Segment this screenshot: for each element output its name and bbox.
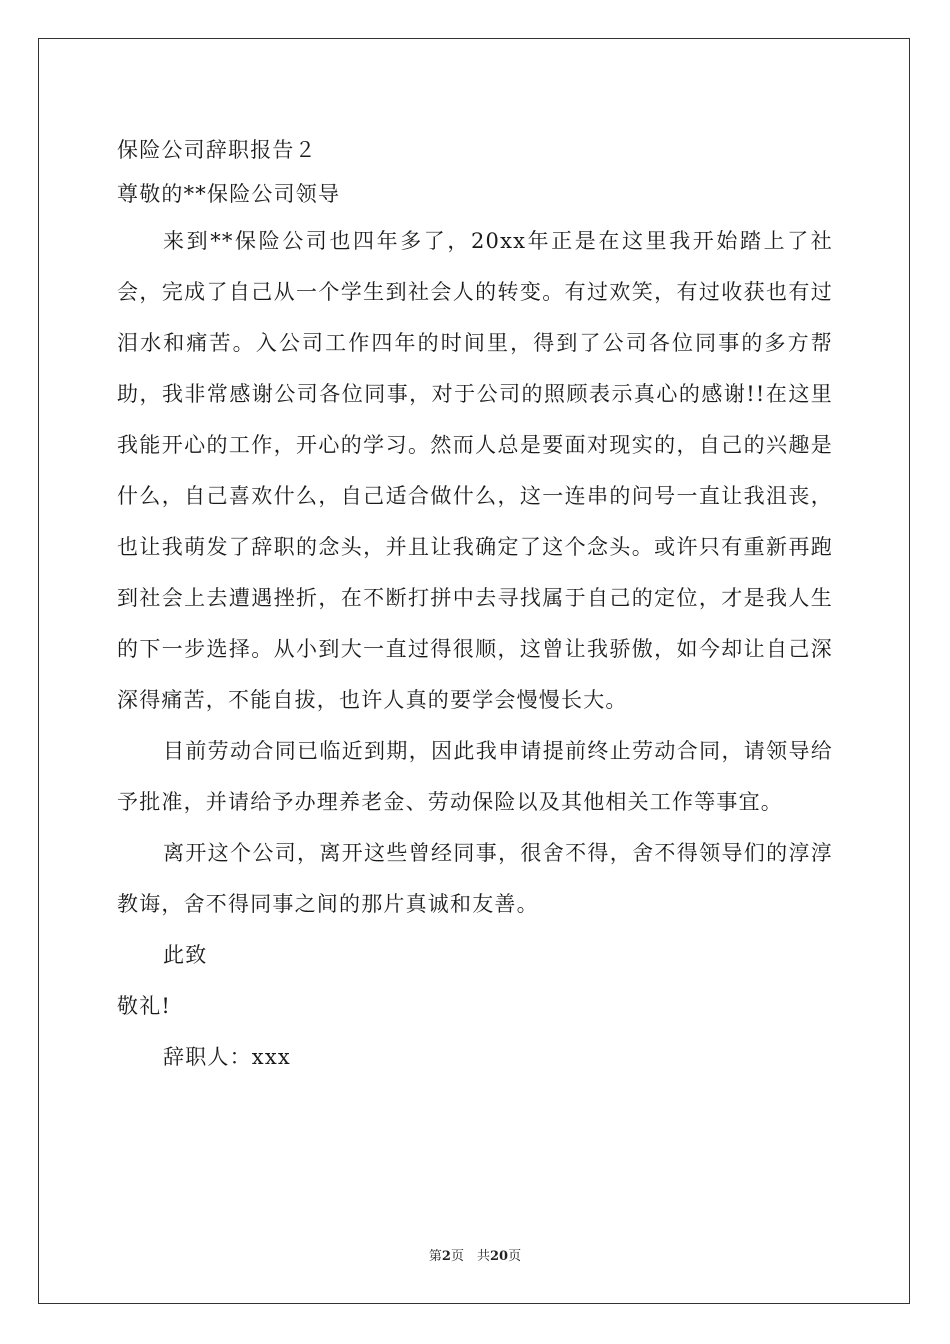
body-paragraph-3: 离开这个公司，离开这些曾经同事，很舍不得，舍不得领导们的淳淳教诲，舍不得同事之间的那片真诚和友善。 xyxy=(117,841,833,916)
document-body xyxy=(117,128,833,1083)
body-paragraph-2: 目前劳动合同已临近到期，因此我申请提前终止劳动合同，请领导给予批准，并请给予办理养老金、劳动保险以及其他相关工作等事宜。 xyxy=(117,739,833,814)
salutation: 尊敬的**保险公司领导 xyxy=(117,182,341,206)
page-suffix: 页 xyxy=(508,1249,522,1264)
regards: 敬礼! xyxy=(117,994,172,1018)
document-title: 保险公司辞职报告２ xyxy=(117,138,317,162)
closing: 此致 xyxy=(163,943,208,967)
page-footer xyxy=(0,1245,950,1264)
page-prefix: 第 xyxy=(428,1249,442,1264)
page-total: 20 xyxy=(489,1249,509,1264)
signature: 辞职人：xxx xyxy=(163,1045,291,1069)
page-mid: 页 共 xyxy=(450,1249,490,1264)
body-paragraph-1: 来到**保险公司也四年多了，20xx年正是在这里我开始踏上了社会，完成了自己从一个学生到社会人的转变。有过欢笑，有过收获也有过泪水和痛苦。入公司工作四年的时间里，得到了公司各位同事的多方帮助，我非常感谢公司各位同事，对于公司的照顾表示真心的感谢!!在这里我能开心的工作，开心的学习。然而人总是要面对现实的，自己的兴趣是什么，自己喜欢什么，自己适合做什么，这一连串的问号一直让我沮丧，也让我萌发了辞职的念头，并且让我确定了这个念头。或许只有重新再跑到社会上去遭遇挫折，在不断打拼中去寻找属于自己的定位，才是我人生的下一步选择。从小到大一直过得很顺，这曾让我骄傲，如今却让自己深深得痛苦，不能自拔，也许人真的要学会慢慢长大。 xyxy=(117,229,833,712)
page-current: 2 xyxy=(441,1249,451,1264)
